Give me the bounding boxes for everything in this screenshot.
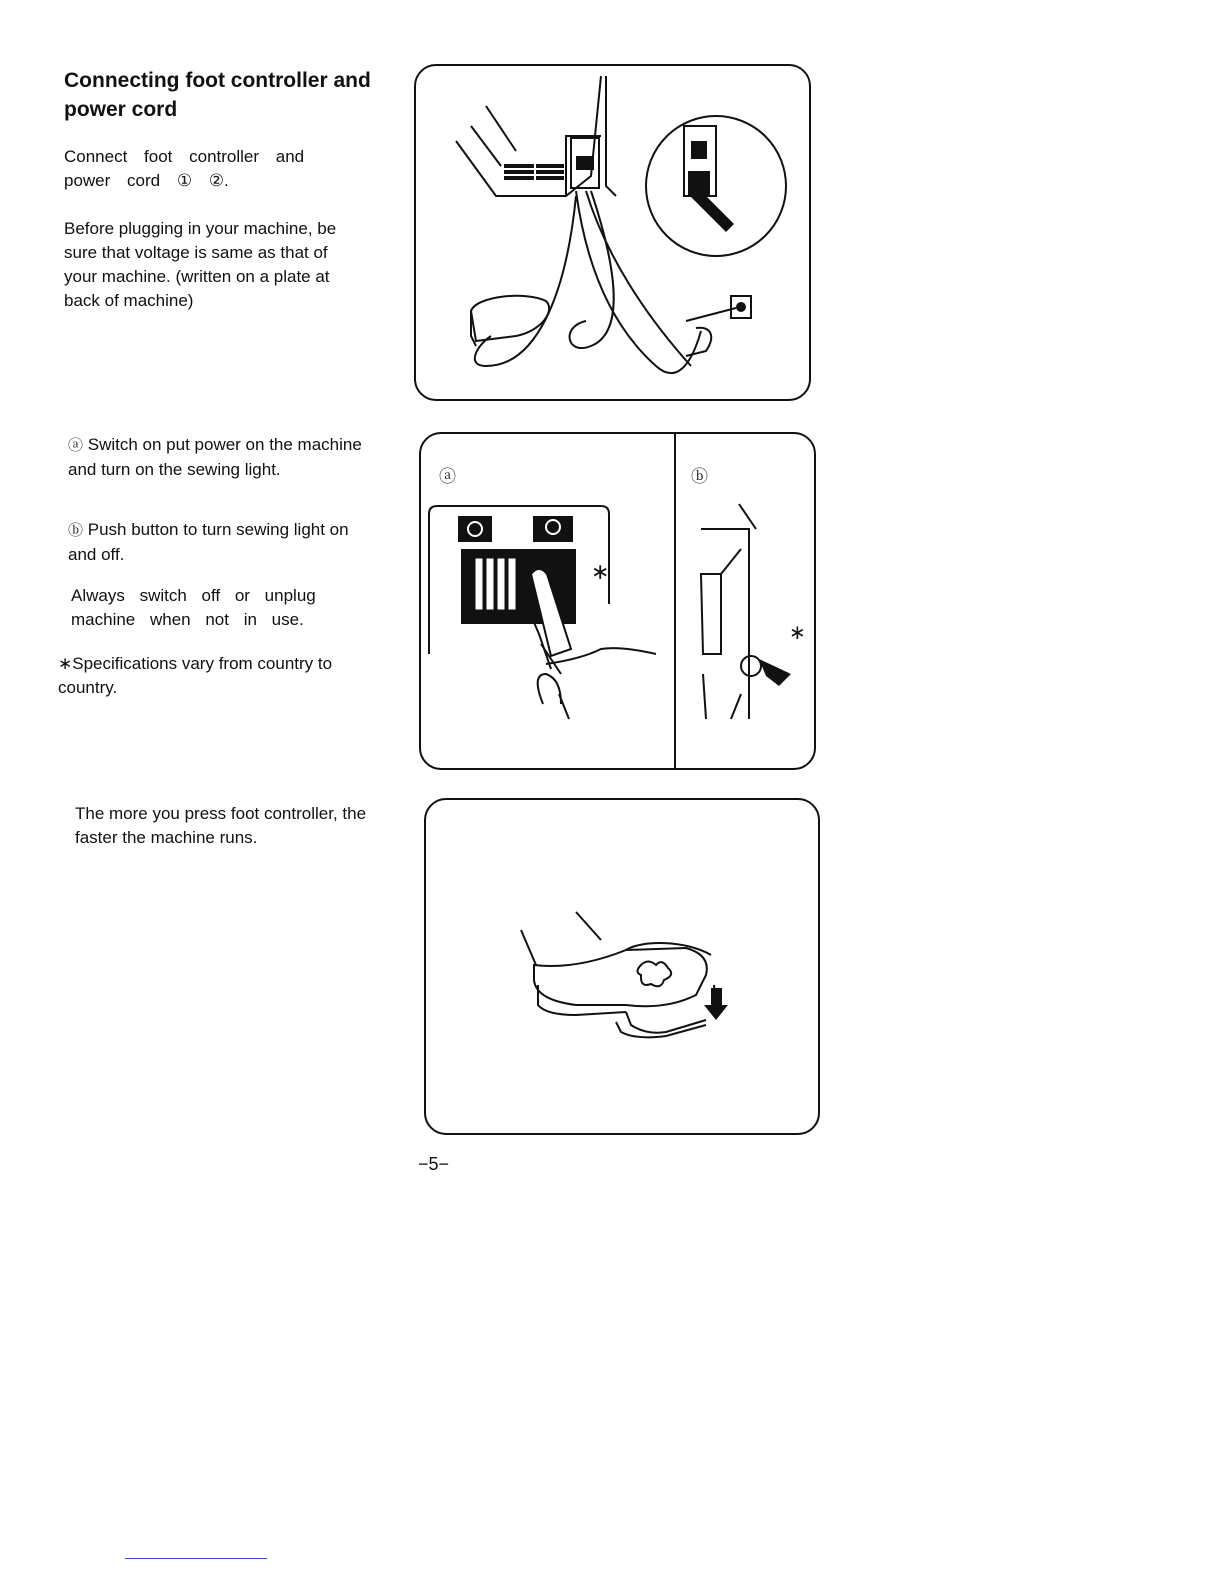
- panel-label-b: ⓑ: [691, 467, 708, 486]
- foot-controller-paragraph: The more you press foot controller, the faster the machine runs.: [75, 804, 367, 847]
- switch-on-paragraph: [68, 433, 368, 482]
- page-title: Connecting foot controller and power cord: [64, 69, 371, 121]
- light-button-illustration: [421, 434, 816, 770]
- foot-controller-illustration-panel: [424, 798, 820, 1135]
- push-button-text: Push button to turn sewing light on and off.: [68, 520, 349, 564]
- switch-on-text: Switch on put power on the machine and turn on the sewing light.: [68, 435, 362, 479]
- connection-illustration-panel: [414, 64, 811, 401]
- asterisk-b: ∗: [789, 622, 806, 644]
- specifications-note: ∗Specifications vary from country to country.: [58, 654, 333, 697]
- always-switch-off-paragraph: Always switch off or unplug machine when not in use.: [71, 586, 316, 629]
- connect-paragraph: Connect foot controller and power cord ① ②.: [64, 147, 305, 190]
- marker-a: ⓐ: [68, 437, 84, 454]
- page-number: −5−: [418, 1154, 450, 1174]
- asterisk-a: ∗: [591, 559, 610, 584]
- sewing-machine-rear-illustration: [416, 66, 811, 401]
- panel-label-a: ⓐ: [439, 467, 456, 486]
- voltage-paragraph: Before plugging in your machine, be sure that voltage is same as that of your machine. (written on a plate at back of machine): [64, 219, 337, 310]
- push-button-paragraph: [68, 518, 368, 567]
- marker-b: ⓑ: [68, 522, 84, 539]
- footer-rule: [125, 1558, 267, 1559]
- switch-illustration-panel: [419, 432, 816, 770]
- foot-pedal-illustration: [426, 800, 820, 1135]
